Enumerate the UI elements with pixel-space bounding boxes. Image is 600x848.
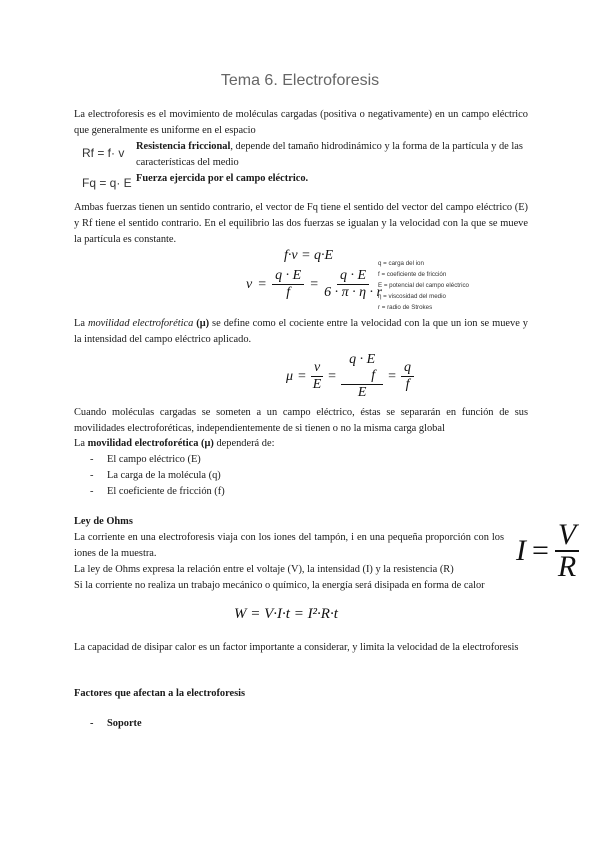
force-desc-friction	[136, 139, 530, 171]
mobility-symbol: (μ)	[193, 318, 210, 329]
ohm-I: I	[516, 534, 526, 567]
eq2-f: f	[405, 377, 410, 392]
eq2-v: v	[311, 360, 323, 377]
depends-list	[88, 452, 388, 500]
ohm-R: R	[557, 550, 577, 583]
factors-list	[88, 716, 388, 732]
depends-line	[74, 436, 528, 452]
legend-item: f = coeficiente de fricción	[378, 271, 447, 278]
legend-item: E = potencial del campo eléctrico	[378, 282, 469, 289]
eq2-equals-3: =	[388, 368, 397, 384]
separation-paragraph: Cuando moléculas cargadas se someten a un campo eléctrico, éstas se separarán en función de sus movilidades electroforéticas, independientemente de si tienen o no la misma carga global	[74, 407, 528, 434]
list-item: - El coeficiente de fricción (f)	[88, 484, 388, 500]
depends-prefix: La	[74, 438, 88, 449]
ohm-fraction	[555, 520, 579, 582]
equation-velocity	[246, 268, 382, 301]
mobility-term: movilidad electroforética	[87, 318, 194, 329]
eq2-E: E	[312, 377, 322, 392]
eq1-frac2-num: q · E	[337, 268, 369, 285]
force-desc-field	[136, 171, 530, 187]
eq2-qE: q · E	[349, 352, 376, 367]
eq2-compound-den: E	[357, 385, 367, 400]
eq2-compound-fraction	[341, 352, 383, 401]
ohm-paragraph-3: Si la corriente no realiza un trabajo mecánico o químico, la energía será disipada en forma de calor	[74, 580, 485, 591]
work-equation: W = V·I·t = I²·R·t	[234, 606, 338, 622]
equation-balance: f·v = q·E	[284, 248, 334, 263]
equation-legend	[378, 258, 469, 313]
equation-mobility	[286, 352, 414, 401]
depends-bold: movilidad electroforética (μ)	[87, 438, 214, 449]
list-item: - El campo eléctrico (E)	[88, 452, 388, 468]
eq2-equals-2: =	[328, 368, 337, 384]
eq1-equals-1: =	[258, 276, 267, 292]
eq2-fraction-q-f	[401, 360, 414, 393]
eq2-fraction-v-E	[311, 360, 323, 393]
legend-item: r = radio de Strokes	[378, 304, 433, 311]
mobility-definition	[74, 316, 528, 348]
eq2-inner-f: f	[371, 368, 376, 383]
force-label-field: Fuerza ejercida por el campo eléctrico.	[136, 173, 309, 184]
depends-rest: dependerá de:	[213, 438, 275, 449]
force-text-friction: , depende del tamaño hidrodinámico y la forma de la partícula y de las características del medio	[136, 141, 523, 168]
eq1-equals-2: =	[310, 276, 319, 292]
ohm-paragraph-2: La ley de Ohms expresa la relación entre el voltaje (V), la intensidad (I) y la resistencia (R)	[74, 564, 454, 575]
mobility-prefix: La	[74, 318, 88, 329]
eq2-q: q	[401, 360, 414, 377]
eq1-v: v	[246, 276, 253, 292]
eq1-fraction-1	[272, 268, 304, 301]
intro-paragraph: La electroforesis es el movimiento de moléculas cargadas (positiva o negativamente) en un campo eléctrico que generalmente es uniforme en el espacio	[74, 109, 528, 136]
list-item: - Soporte	[88, 716, 388, 732]
page-title: Tema 6. Electroforesis	[220, 72, 380, 89]
mobility-rest: se define como el cociente entre la velocidad con la que un ion se mueve y la intensidad del campo eléctrico aplicado.	[74, 318, 528, 345]
force-symbol-field: Fq = q· E	[82, 176, 132, 190]
force-label-friction: Resistencia friccional	[136, 141, 231, 152]
heat-paragraph: La capacidad de disipar calor es un factor importante a considerar, y limita la velocidad de la electroforesis	[74, 642, 519, 653]
eq1-fraction-2	[324, 268, 382, 301]
eq2-equals-1: =	[298, 368, 306, 384]
eq1-frac2-den: 6 · π · η · r	[324, 285, 383, 300]
legend-item: η = viscosidad del medio	[378, 293, 446, 300]
balance-paragraph: Ambas fuerzas tienen un sentido contrario, el vector de Fq tiene el sentido del vector del campo eléctrico (E) y Rf tiene el sentido contrario. En el equilibrio las dos fuerzas se igualan y la velocidad con la que se mueve la partícula es constante.	[74, 202, 528, 245]
ohm-heading: Ley de Ohms	[74, 516, 133, 527]
ohm-V: V	[555, 520, 579, 552]
list-item: - La carga de la molécula (q)	[88, 468, 388, 484]
eq1-frac1-num: q · E	[272, 268, 304, 285]
ohm-paragraph-1: La corriente en una electroforesis viaja con los iones del tampón, i en una pequeña proporción con los iones de la muestra.	[74, 532, 504, 559]
force-symbol-friction: Rf = f· v	[82, 146, 125, 160]
legend-item: q = carga del ion	[378, 260, 424, 267]
ohm-formula	[516, 520, 579, 582]
ohm-equals: =	[532, 534, 549, 567]
eq1-frac1-den: f	[286, 285, 291, 300]
eq2-compound-num	[341, 352, 383, 385]
eq2-mu: μ	[286, 368, 294, 384]
factors-heading: Factores que afectan a la electroforesis	[74, 688, 246, 699]
